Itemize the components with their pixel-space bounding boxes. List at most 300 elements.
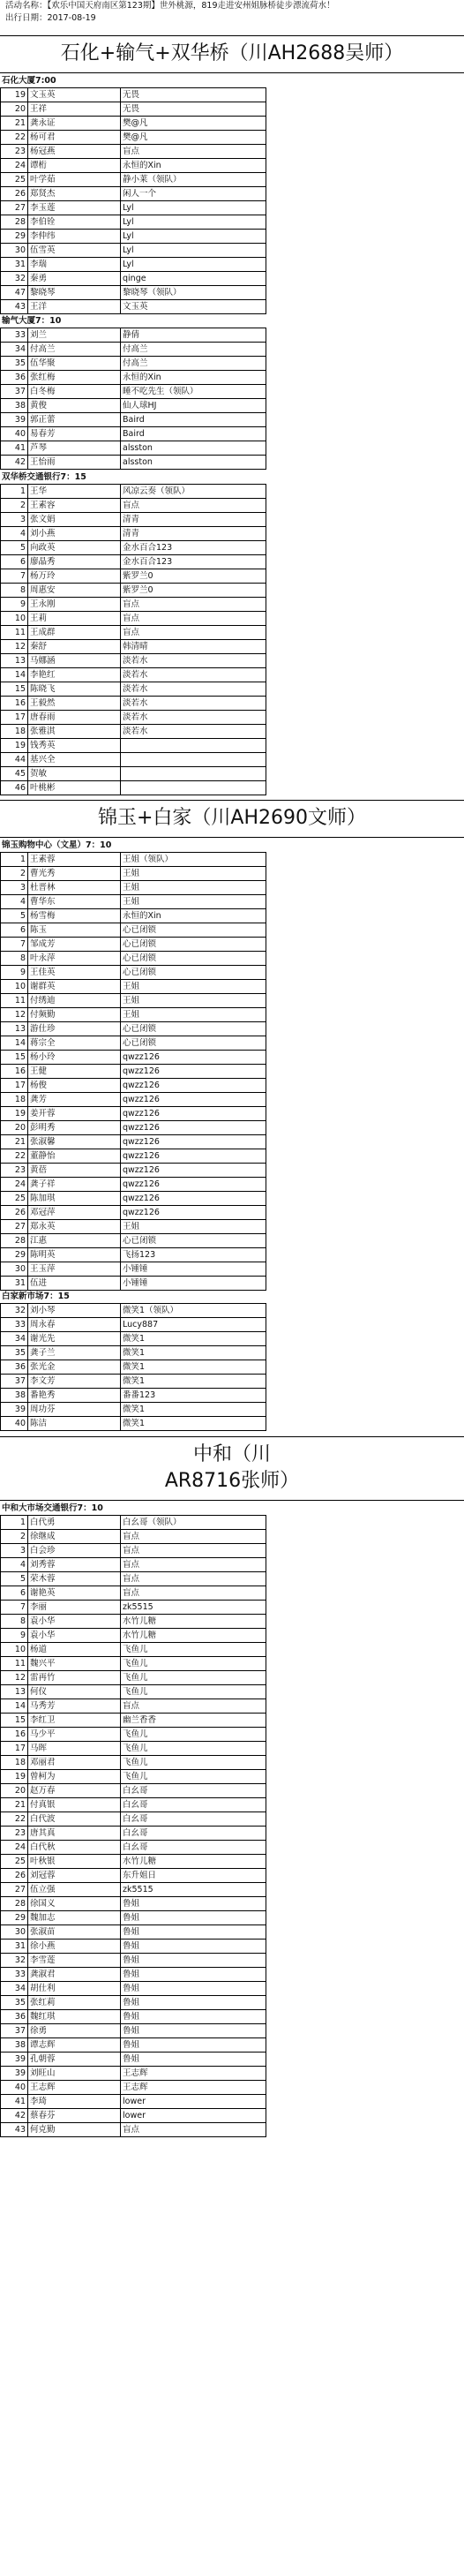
passenger-name: 孔朝蓉 <box>28 2053 121 2067</box>
seat-number: 11 <box>1 994 28 1008</box>
passenger-row <box>1 1925 266 1940</box>
passenger-name: 付真银 <box>28 1798 121 1812</box>
seat-number: 22 <box>1 1149 28 1164</box>
seat-number: 23 <box>1 145 28 159</box>
passenger-row <box>1 1178 266 1192</box>
passenger-name: 王玉萍 <box>28 1262 121 1277</box>
contact-name: 飞鱼儿 <box>121 1685 266 1699</box>
seat-number: 9 <box>1 966 28 980</box>
passenger-name: 李瑞 <box>28 258 121 272</box>
seat-number: 3 <box>1 881 28 895</box>
passenger-row <box>1 1022 266 1036</box>
seat-number: 16 <box>1 1065 28 1079</box>
passenger-row <box>1 1375 266 1389</box>
passenger-table <box>0 328 266 470</box>
passenger-name: 彭明秀 <box>28 1121 121 1135</box>
contact-name: 鲁姐 <box>121 1940 266 1954</box>
contact-name: 盲点 <box>121 1544 266 1558</box>
contact-name: 白幺哥 <box>121 1784 266 1798</box>
passenger-name: 陈洁 <box>28 1417 121 1431</box>
passenger-name: 张光金 <box>28 1360 121 1375</box>
contact-name <box>121 739 266 753</box>
contact-name: 盲点 <box>121 1699 266 1714</box>
passenger-row <box>1 1107 266 1121</box>
passenger-row <box>1 2123 266 2137</box>
passenger-name: 游仕珍 <box>28 1022 121 1036</box>
seat-number: 15 <box>1 1714 28 1728</box>
passenger-name: 李仲纬 <box>28 230 121 244</box>
passenger-row <box>1 456 266 470</box>
seat-number: 18 <box>1 1756 28 1770</box>
passenger-name: 贺敏 <box>28 767 121 781</box>
passenger-row <box>1 1615 266 1629</box>
passenger-name: 郑永英 <box>28 1220 121 1234</box>
passenger-row <box>1 923 266 938</box>
contact-name: 盲点 <box>121 499 266 513</box>
passenger-name: 王毅然 <box>28 697 121 711</box>
contact-name: 王志辉 <box>121 2081 266 2095</box>
passenger-row <box>1 1065 266 1079</box>
passenger-row <box>1 1051 266 1065</box>
contact-name: 金水百合123 <box>121 541 266 555</box>
passenger-name: 秦舒 <box>28 640 121 654</box>
passenger-row <box>1 2010 266 2024</box>
contact-name: qwzz126 <box>121 1135 266 1149</box>
passenger-name: 姜开蓉 <box>28 1107 121 1121</box>
contact-name: 飞鱼儿 <box>121 1756 266 1770</box>
seat-number: 10 <box>1 980 28 994</box>
passenger-name: 王健 <box>28 1065 121 1079</box>
passenger-name: 白冬梅 <box>28 385 121 399</box>
passenger-name: 董静怡 <box>28 1149 121 1164</box>
passenger-name: 王志辉 <box>28 2081 121 2095</box>
passenger-name: 邹成芳 <box>28 938 121 952</box>
passenger-name: 陈加琪 <box>28 1192 121 1206</box>
passenger-row <box>1 598 266 612</box>
seat-number: 22 <box>1 1812 28 1827</box>
passenger-name: 钱秀英 <box>28 739 121 753</box>
contact-name: 鲁姐 <box>121 2010 266 2024</box>
passenger-name: 曾柯为 <box>28 1770 121 1784</box>
passenger-row <box>1 300 266 314</box>
contact-name: 鲁姐 <box>121 1925 266 1940</box>
passenger-name: 江惠 <box>28 1234 121 1248</box>
contact-name: Lyl <box>121 230 266 244</box>
passenger-name: 王祥 <box>28 102 121 117</box>
contact-name: qwzz126 <box>121 1164 266 1178</box>
passenger-name: 伍雪英 <box>28 244 121 258</box>
passenger-name: 谢艳英 <box>28 1586 121 1601</box>
contact-name: qinge <box>121 272 266 286</box>
seat-number: 33 <box>1 1968 28 1982</box>
passenger-name: 杨小玲 <box>28 1051 121 1065</box>
seat-number: 35 <box>1 357 28 371</box>
seat-number: 30 <box>1 1925 28 1940</box>
contact-name: 鲁姐 <box>121 1996 266 2010</box>
passenger-name: 龚淑君 <box>28 1968 121 1982</box>
passenger-name: 魏加志 <box>28 1911 121 1925</box>
passenger-row <box>1 1812 266 1827</box>
contact-name: 黎晓琴（领队） <box>121 286 266 300</box>
passenger-name: 张红梅 <box>28 371 121 385</box>
seat-number: 43 <box>1 2123 28 2137</box>
seat-number: 17 <box>1 711 28 725</box>
passenger-name: 李雪莲 <box>28 1954 121 1968</box>
passenger-row <box>1 1685 266 1699</box>
passenger-row <box>1 343 266 357</box>
seat-number: 27 <box>1 1220 28 1234</box>
passenger-table <box>0 852 266 1291</box>
contact-name: Baird <box>121 427 266 441</box>
passenger-name: 龚子祥 <box>28 1178 121 1192</box>
seat-number: 36 <box>1 2010 28 2024</box>
passenger-row <box>1 427 266 441</box>
seat-number: 47 <box>1 286 28 300</box>
passenger-row <box>1 1389 266 1403</box>
passenger-name: 王素容 <box>28 499 121 513</box>
contact-name: 王姐 <box>121 867 266 881</box>
passenger-name: 周惠安 <box>28 584 121 598</box>
passenger-table <box>0 484 266 795</box>
group-divider <box>0 837 464 838</box>
passenger-name: 张红莉 <box>28 1996 121 2010</box>
contact-name: 飞鱼儿 <box>121 1770 266 1784</box>
passenger-row <box>1 2053 266 2067</box>
passenger-name: 唐春雨 <box>28 711 121 725</box>
passenger-name: 袁小华 <box>28 1629 121 1643</box>
contact-name: alsston <box>121 441 266 456</box>
passenger-row <box>1 980 266 994</box>
passenger-row <box>1 966 266 980</box>
seat-number: 39 <box>1 1403 28 1417</box>
seat-number: 42 <box>1 456 28 470</box>
passenger-name: 赵万春 <box>28 1784 121 1798</box>
passenger-name: 杨雪梅 <box>28 909 121 923</box>
contact-name: Lyl <box>121 244 266 258</box>
group-title-line: 石化+输气+双华桥（川AH2688吴师） <box>60 42 404 64</box>
seat-number: 35 <box>1 1346 28 1360</box>
contact-name: 鲁姐 <box>121 1911 266 1925</box>
seat-number: 22 <box>1 131 28 145</box>
passenger-row <box>1 711 266 725</box>
contact-name: 盲点 <box>121 1558 266 1572</box>
passenger-name: 黎晓琴 <box>28 286 121 300</box>
passenger-row <box>1 555 266 569</box>
passenger-row <box>1 1968 266 1982</box>
passenger-name: 蒋宗全 <box>28 1036 121 1051</box>
passenger-name: 谢光先 <box>28 1332 121 1346</box>
seat-number: 9 <box>1 598 28 612</box>
passenger-row <box>1 328 266 343</box>
activity-name: 活动名称：【欢乐中国天府南区第123期】世外桃源，819走进安州姐脉桥徒步漂流荷水！ <box>5 1 335 11</box>
group-divider <box>0 35 464 36</box>
passenger-name: 何克勤 <box>28 2123 121 2137</box>
contact-name: 心已闭锁 <box>121 923 266 938</box>
contact-name: 韩清晴 <box>121 640 266 654</box>
seat-number: 27 <box>1 201 28 215</box>
contact-name: 盲点 <box>121 1572 266 1586</box>
passenger-row <box>1 697 266 711</box>
pickup-point-heading: 石化大厦7:00 <box>2 76 56 86</box>
passenger-row <box>1 952 266 966</box>
contact-name: 微笑1 <box>121 1375 266 1389</box>
passenger-row <box>1 541 266 555</box>
seat-number: 39 <box>1 2053 28 2067</box>
passenger-name: 付高兰 <box>28 343 121 357</box>
passenger-name: 李文芳 <box>28 1375 121 1389</box>
passenger-name: 番艳秀 <box>28 1389 121 1403</box>
passenger-row <box>1 1883 266 1897</box>
passenger-name: 付频勤 <box>28 1008 121 1022</box>
passenger-row <box>1 1982 266 1996</box>
contact-name: 鲁姐 <box>121 2038 266 2053</box>
seat-number: 3 <box>1 513 28 527</box>
contact-name: 白幺哥 <box>121 1841 266 1855</box>
passenger-row <box>1 1827 266 1841</box>
passenger-name: 魏红琪 <box>28 2010 121 2024</box>
passenger-name: 徐国义 <box>28 1897 121 1911</box>
contact-name: 清青 <box>121 513 266 527</box>
passenger-row <box>1 895 266 909</box>
contact-name: qwzz126 <box>121 1065 266 1079</box>
seat-number: 7 <box>1 1601 28 1615</box>
seat-number: 37 <box>1 385 28 399</box>
contact-name: qwzz126 <box>121 1192 266 1206</box>
passenger-name: 杨冠燕 <box>28 145 121 159</box>
passenger-name: 袁小华 <box>28 1615 121 1629</box>
seat-number: 19 <box>1 88 28 102</box>
passenger-name: 王素蓉 <box>28 853 121 867</box>
passenger-name: 芦琴 <box>28 441 121 456</box>
group-title-line: AR8716张师） <box>164 1470 300 1493</box>
passenger-row <box>1 1036 266 1051</box>
passenger-row <box>1 2095 266 2109</box>
contact-name: 微笑1 <box>121 1332 266 1346</box>
seat-number: 26 <box>1 1206 28 1220</box>
passenger-row <box>1 201 266 215</box>
group-divider <box>0 72 464 73</box>
passenger-row <box>1 1360 266 1375</box>
passenger-row <box>1 1940 266 1954</box>
passenger-row <box>1 1586 266 1601</box>
passenger-name: 张文娟 <box>28 513 121 527</box>
passenger-row <box>1 413 266 427</box>
contact-name: 盲点 <box>121 1586 266 1601</box>
passenger-row <box>1 1304 266 1318</box>
seat-number: 32 <box>1 1954 28 1968</box>
passenger-row <box>1 994 266 1008</box>
passenger-row <box>1 682 266 697</box>
passenger-row <box>1 1248 266 1262</box>
contact-name <box>121 767 266 781</box>
passenger-row <box>1 909 266 923</box>
contact-name: 闲人一个 <box>121 187 266 201</box>
contact-name: 飞鱼儿 <box>121 1728 266 1742</box>
contact-name: 王姐 <box>121 980 266 994</box>
passenger-name: 刘冠蓉 <box>28 1869 121 1883</box>
seat-number: 29 <box>1 1248 28 1262</box>
seat-number: 14 <box>1 1036 28 1051</box>
seat-number: 13 <box>1 654 28 668</box>
seat-number: 7 <box>1 938 28 952</box>
passenger-row <box>1 1206 266 1220</box>
contact-name: 番番123 <box>121 1389 266 1403</box>
contact-name: 王姐 <box>121 895 266 909</box>
passenger-name: 文玉英 <box>28 88 121 102</box>
passenger-row <box>1 215 266 230</box>
passenger-name: 龚永证 <box>28 117 121 131</box>
passenger-row <box>1 371 266 385</box>
seat-number: 2 <box>1 499 28 513</box>
passenger-name: 王洋 <box>28 300 121 314</box>
seat-number: 20 <box>1 1784 28 1798</box>
seat-number: 25 <box>1 1192 28 1206</box>
seat-number: 2 <box>1 1530 28 1544</box>
passenger-name: 雷再竹 <box>28 1671 121 1685</box>
passenger-row <box>1 1135 266 1149</box>
passenger-row <box>1 230 266 244</box>
passenger-name: 马娜涵 <box>28 654 121 668</box>
seat-number: 44 <box>1 753 28 767</box>
passenger-name: 伍进 <box>28 1277 121 1291</box>
passenger-row <box>1 513 266 527</box>
passenger-table <box>0 1515 266 2137</box>
seat-number: 24 <box>1 1178 28 1192</box>
passenger-row <box>1 1417 266 1431</box>
passenger-row <box>1 1516 266 1530</box>
passenger-name: 白代勇 <box>28 1516 121 1530</box>
passenger-row <box>1 1996 266 2010</box>
passenger-name: 马晖 <box>28 1742 121 1756</box>
seat-number: 8 <box>1 952 28 966</box>
seat-number: 17 <box>1 1742 28 1756</box>
contact-name: 微笑1 <box>121 1346 266 1360</box>
passenger-name: 叶永萍 <box>28 952 121 966</box>
passenger-name: 荣木蓉 <box>28 1572 121 1586</box>
passenger-name: 杜晋林 <box>28 881 121 895</box>
passenger-name: 伍华聚 <box>28 357 121 371</box>
passenger-name: 杨万玲 <box>28 569 121 584</box>
contact-name: 飞扬123 <box>121 1248 266 1262</box>
passenger-name: 叶学茹 <box>28 173 121 187</box>
passenger-name: 秦勇 <box>28 272 121 286</box>
passenger-row <box>1 173 266 187</box>
contact-name: qwzz126 <box>121 1178 266 1192</box>
contact-name: lower <box>121 2109 266 2123</box>
group-divider <box>0 1500 464 1501</box>
seat-number: 36 <box>1 1360 28 1375</box>
passenger-name: 曹光秀 <box>28 867 121 881</box>
contact-name: 金水百合123 <box>121 555 266 569</box>
seat-number: 29 <box>1 1911 28 1925</box>
passenger-name: 李玉莲 <box>28 201 121 215</box>
contact-name: 心已闭锁 <box>121 966 266 980</box>
passenger-row <box>1 938 266 952</box>
contact-name: 心已闭锁 <box>121 938 266 952</box>
seat-number: 10 <box>1 1643 28 1657</box>
contact-name: Lyl <box>121 258 266 272</box>
passenger-name: 陈玉 <box>28 923 121 938</box>
seat-number: 32 <box>1 1304 28 1318</box>
passenger-row <box>1 244 266 258</box>
seat-number: 20 <box>1 102 28 117</box>
seat-number: 19 <box>1 1107 28 1121</box>
contact-name: 白幺哥 <box>121 1827 266 1841</box>
seat-number: 4 <box>1 895 28 909</box>
passenger-row <box>1 2081 266 2095</box>
contact-name: 淡若水 <box>121 725 266 739</box>
passenger-row <box>1 1756 266 1770</box>
contact-name: 淡若水 <box>121 682 266 697</box>
passenger-name: 谭志辉 <box>28 2038 121 2053</box>
contact-name: 水竹儿糖 <box>121 1629 266 1643</box>
passenger-row <box>1 527 266 541</box>
seat-number: 37 <box>1 1375 28 1389</box>
passenger-name: 周永春 <box>28 1318 121 1332</box>
seat-number: 1 <box>1 853 28 867</box>
contact-name: 东升姐日 <box>121 1869 266 1883</box>
seat-number: 16 <box>1 1728 28 1742</box>
contact-name: 鲁姐 <box>121 1897 266 1911</box>
passenger-row <box>1 1643 266 1657</box>
seat-number: 39 <box>1 2067 28 2081</box>
seat-number: 20 <box>1 1121 28 1135</box>
contact-name: 王姐 <box>121 1008 266 1022</box>
seat-number: 24 <box>1 1841 28 1855</box>
passenger-row <box>1 1601 266 1615</box>
passenger-name: 李丽 <box>28 1601 121 1615</box>
seat-number: 41 <box>1 441 28 456</box>
passenger-name: 伍立强 <box>28 1883 121 1897</box>
passenger-name: 黄蓓 <box>28 1164 121 1178</box>
contact-name: 永恒的Xin <box>121 159 266 173</box>
passenger-name: 李琦 <box>28 2095 121 2109</box>
passenger-row <box>1 286 266 300</box>
activity-header <box>5 0 459 25</box>
passenger-name: 李伯铨 <box>28 215 121 230</box>
passenger-row <box>1 1008 266 1022</box>
passenger-row <box>1 88 266 102</box>
seat-number: 10 <box>1 612 28 626</box>
contact-name: 王姐 <box>121 1220 266 1234</box>
passenger-row <box>1 1121 266 1135</box>
seat-number: 34 <box>1 1332 28 1346</box>
seat-number: 30 <box>1 244 28 258</box>
seat-number: 26 <box>1 1869 28 1883</box>
passenger-name: 唐其真 <box>28 1827 121 1841</box>
passenger-row <box>1 1629 266 1643</box>
passenger-row <box>1 1079 266 1093</box>
passenger-row <box>1 867 266 881</box>
passenger-name: 龚子兰 <box>28 1346 121 1360</box>
passenger-name: 白代波 <box>28 1812 121 1827</box>
passenger-row <box>1 1530 266 1544</box>
seat-number: 17 <box>1 1079 28 1093</box>
passenger-name: 易春芳 <box>28 427 121 441</box>
contact-name: 王志辉 <box>121 2067 266 2081</box>
contact-name: 王姐 <box>121 881 266 895</box>
passenger-row <box>1 640 266 654</box>
passenger-name: 谭桁 <box>28 159 121 173</box>
contact-name: 飞鱼儿 <box>121 1657 266 1671</box>
seat-number: 27 <box>1 1883 28 1897</box>
seat-number: 9 <box>1 1629 28 1643</box>
group-title <box>0 41 464 67</box>
seat-number: 28 <box>1 215 28 230</box>
seat-number: 7 <box>1 569 28 584</box>
passenger-name: 白代秋 <box>28 1841 121 1855</box>
contact-name: 盲点 <box>121 1530 266 1544</box>
